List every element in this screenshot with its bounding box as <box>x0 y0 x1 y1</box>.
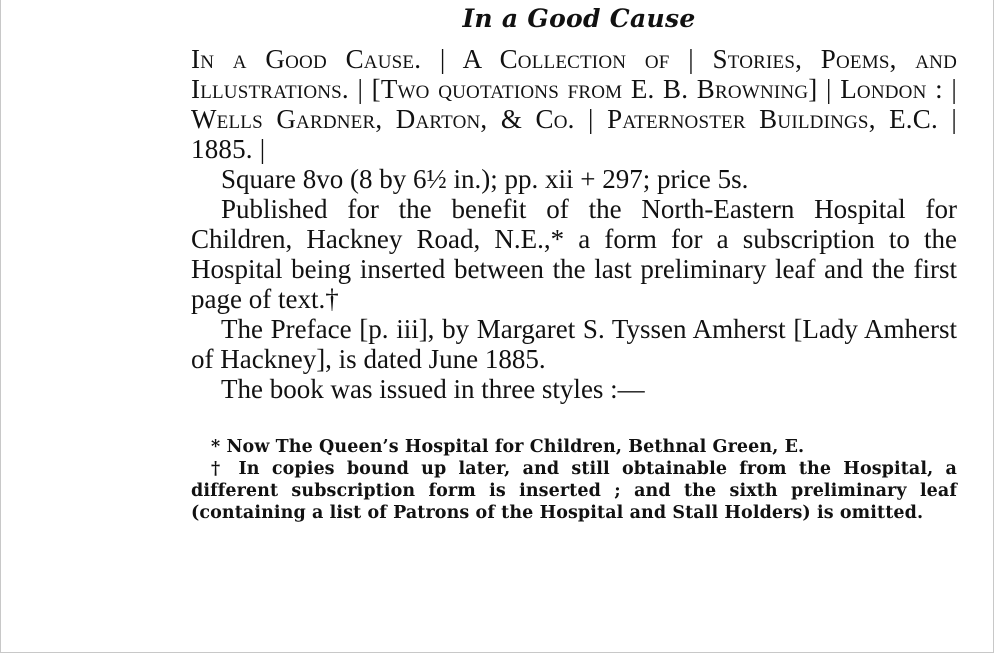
preface-paragraph: The Preface [p. iii], by Margaret S. Tyssen Amherst [Lady Amherst of Hackney], is dated June 1885. <box>191 314 957 374</box>
format-paragraph: Square 8vo (8 by 6½ in.); pp. xii + 297; price 5s. <box>221 164 749 194</box>
title-transcription: In a Good Cause. | A Collection of | Stories, Poems, and Illustrations. | [Two quotations from E. B. Browning] | London : | Wells Gardner, Darton, & Co. | Paternoster Buildings, E.C. | 1885. | <box>191 44 957 164</box>
running-head: In a Good Cause <box>462 4 696 33</box>
body-text <box>191 44 957 404</box>
publication-paragraph: Published for the benefit of the North-Eastern Hospital for Children, Hackney Road, N.E.,* a form for a subscription to the Hospital being inserted between the last preliminary leaf and the first page of text.† <box>191 194 957 314</box>
footnote-marker-dagger: † <box>211 459 227 479</box>
footnotes <box>191 436 957 524</box>
footnote-1-text: Now The Queen’s Hospital for Children, Bethnal Green, E. <box>220 437 805 457</box>
footnote-1 <box>191 436 957 458</box>
footnote-2 <box>191 458 957 524</box>
styles-paragraph: The book was issued in three styles :— <box>221 374 645 404</box>
page-content <box>191 4 957 524</box>
footnote-marker-asterisk: * <box>211 437 221 457</box>
footnote-2-text: In copies bound up later, and still obtainable from the Hospital, a different subscription form is inserted ; and the sixth preliminary leaf (containing a list of Patrons of the Hospital and Stall Holders) is omitted. <box>191 459 957 523</box>
